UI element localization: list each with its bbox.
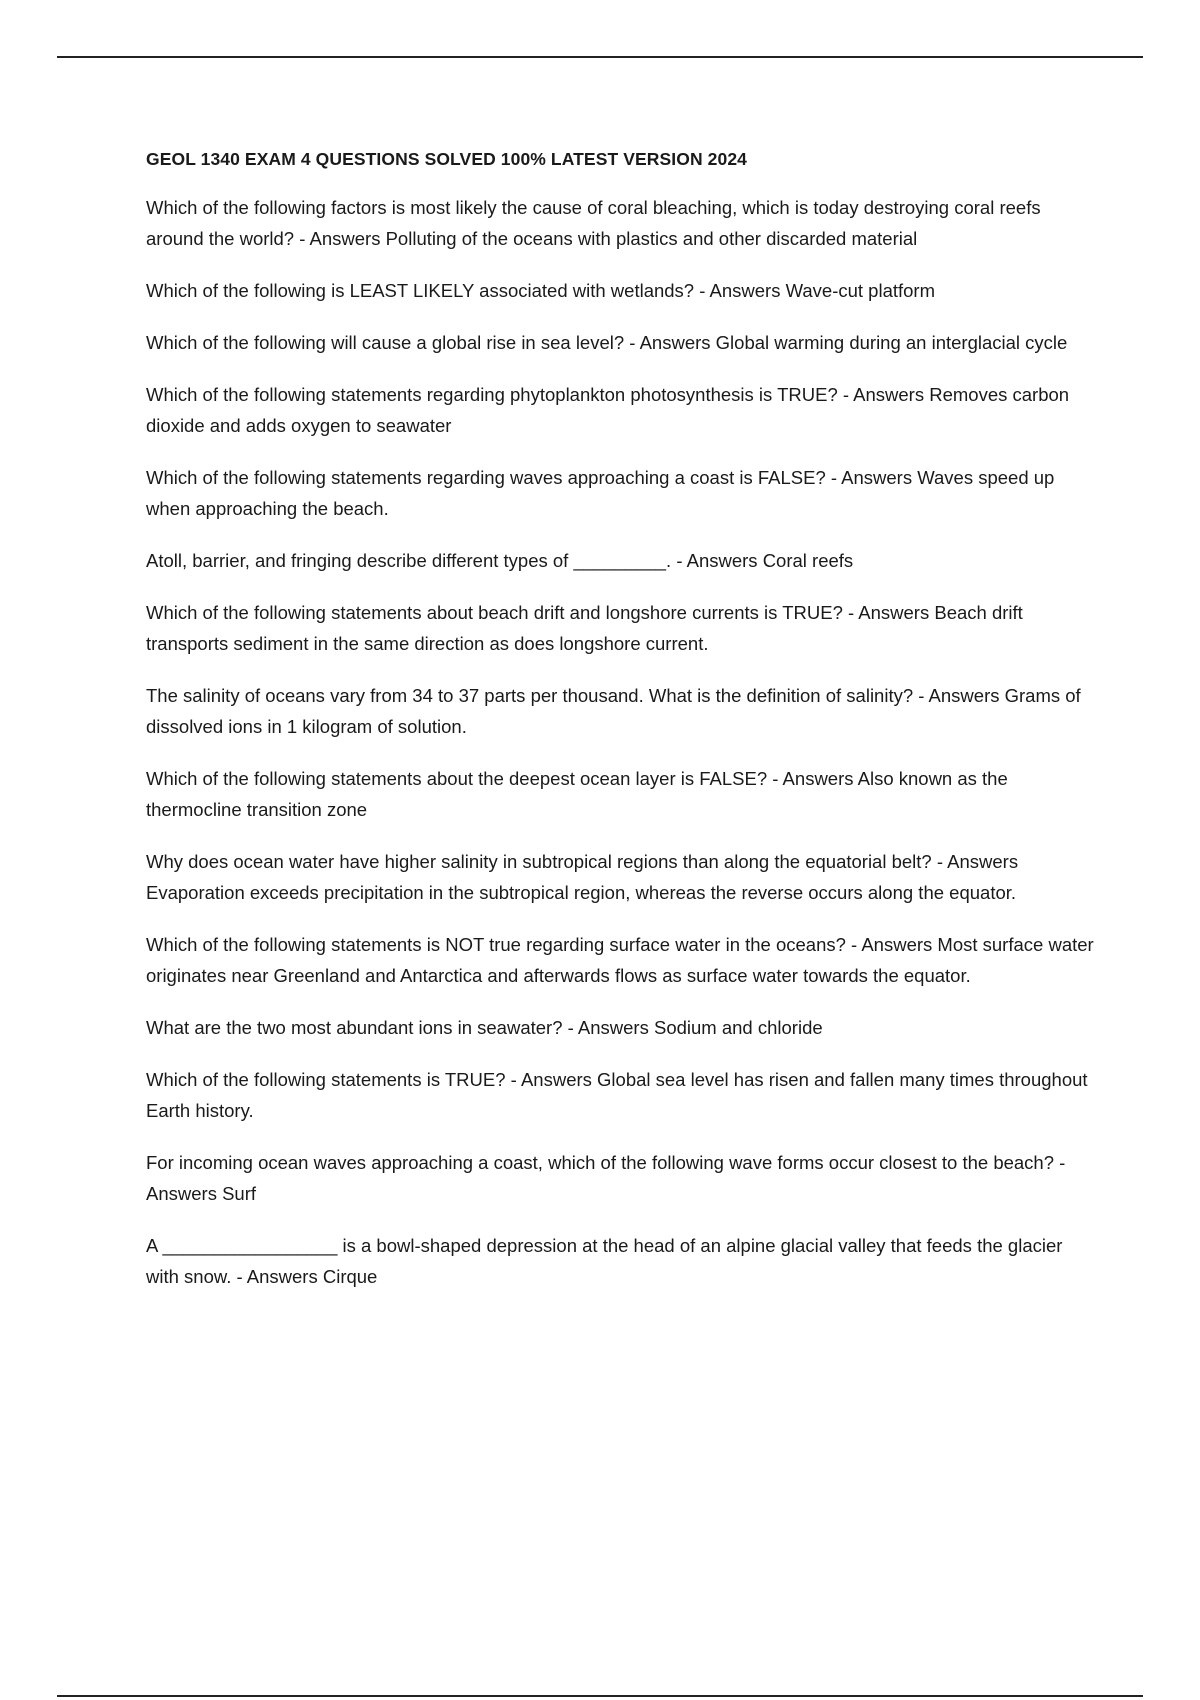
question-answer-item: Atoll, barrier, and fringing describe different types of _________. - Answers Coral reefs — [146, 550, 854, 571]
question-answer-item: Which of the following statements regarding phytoplankton photosynthesis is TRUE? - Answers Removes carbon dioxide and adds oxygen to seawater — [146, 384, 1070, 436]
question-answer-item: Which of the following statements about the deepest ocean layer is FALSE? - Answers Also known as the thermocline transition zone — [146, 768, 1008, 820]
question-answer-item: Which of the following statements is NOT true regarding surface water in the oceans? - Answers Most surface water originates near Greenland and Antarctica and afterwards flows as surface water towards the equator. — [146, 934, 1094, 986]
question-answer-item: Which of the following statements regarding waves approaching a coast is FALSE? - Answers Waves speed up when approaching the beach. — [146, 467, 1055, 519]
document-title: GEOL 1340 EXAM 4 QUESTIONS SOLVED 100% LATEST VERSION 2024 — [146, 149, 747, 169]
question-answer-item: Which of the following statements is TRUE? - Answers Global sea level has risen and fallen many times throughout Earth history. — [146, 1069, 1088, 1121]
question-answer-item: A _________________ is a bowl-shaped depression at the head of an alpine glacial valley that feeds the glacier with snow. - Answers Cirque — [146, 1235, 1063, 1287]
question-answer-item: For incoming ocean waves approaching a coast, which of the following wave forms occur closest to the beach? - Answers Surf — [146, 1152, 1066, 1204]
bottom-divider — [57, 1695, 1143, 1697]
question-answer-item: Which of the following statements about beach drift and longshore currents is TRUE? - Answers Beach drift transports sediment in the same direction as does longshore current. — [146, 602, 1023, 654]
question-answer-item: What are the two most abundant ions in seawater? - Answers Sodium and chloride — [146, 1017, 823, 1038]
document-body — [146, 146, 1096, 1313]
question-answer-item: Which of the following is LEAST LIKELY associated with wetlands? - Answers Wave-cut platform — [146, 280, 936, 301]
question-answer-item: The salinity of oceans vary from 34 to 37 parts per thousand. What is the definition of salinity? - Answers Grams of dissolved ions in 1 kilogram of solution. — [146, 685, 1081, 737]
question-answer-item: Which of the following factors is most likely the cause of coral bleaching, which is today destroying coral reefs around the world? - Answers Polluting of the oceans with plastics and other discarded material — [146, 197, 1041, 249]
top-divider — [57, 56, 1143, 58]
question-answer-item: Why does ocean water have higher salinity in subtropical regions than along the equatorial belt? - Answers Evaporation exceeds precipitation in the subtropical region, whereas the reverse occurs along the equator. — [146, 851, 1019, 903]
question-answer-item: Which of the following will cause a global rise in sea level? - Answers Global warming during an interglacial cycle — [146, 332, 1068, 353]
